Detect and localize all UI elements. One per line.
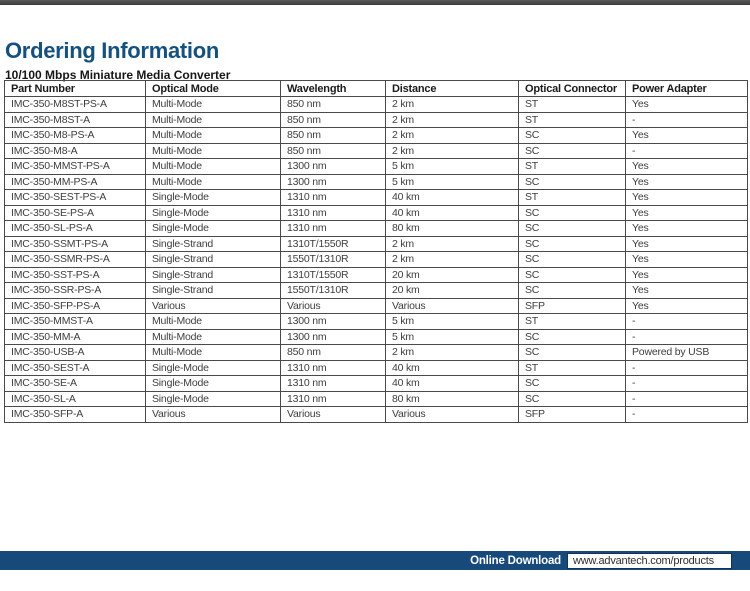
table-cell: IMC-350-SFP-PS-A xyxy=(5,298,146,314)
table-cell: - xyxy=(626,391,748,407)
table-cell: SC xyxy=(519,329,626,345)
table-row xyxy=(5,345,748,361)
column-header: Part Number xyxy=(5,81,146,97)
table-cell: IMC-350-MMST-A xyxy=(5,314,146,330)
table-row xyxy=(5,407,748,423)
table-cell: 850 nm xyxy=(281,143,386,159)
table-cell: Yes xyxy=(626,236,748,252)
table-cell: Multi-Mode xyxy=(146,143,281,159)
table-cell: ST xyxy=(519,360,626,376)
column-header: Distance xyxy=(386,81,519,97)
table-cell: Multi-Mode xyxy=(146,159,281,175)
table-cell: SC xyxy=(519,221,626,237)
table-row xyxy=(5,159,748,175)
table-cell: ST xyxy=(519,97,626,113)
table-row xyxy=(5,391,748,407)
table-cell: SC xyxy=(519,205,626,221)
table-cell: 80 km xyxy=(386,391,519,407)
table-cell: Single-Strand xyxy=(146,283,281,299)
table-cell: 2 km xyxy=(386,345,519,361)
table-cell: Various xyxy=(386,298,519,314)
table-cell: - xyxy=(626,329,748,345)
table-cell: SC xyxy=(519,128,626,144)
table-cell: 80 km xyxy=(386,221,519,237)
table-cell: Various xyxy=(281,407,386,423)
ordering-information-table xyxy=(4,80,748,423)
top-divider-bar xyxy=(0,0,750,5)
table-cell: - xyxy=(626,376,748,392)
table-cell: 2 km xyxy=(386,97,519,113)
table-cell: IMC-350-M8ST-A xyxy=(5,112,146,128)
table-cell: Various xyxy=(386,407,519,423)
page-title: Ordering Information xyxy=(5,37,220,63)
table-row xyxy=(5,112,748,128)
table-cell: 850 nm xyxy=(281,112,386,128)
table-cell: 2 km xyxy=(386,128,519,144)
table-cell: 1300 nm xyxy=(281,329,386,345)
table-row xyxy=(5,329,748,345)
table-row xyxy=(5,376,748,392)
table-cell: SC xyxy=(519,236,626,252)
table-cell: 1310T/1550R xyxy=(281,236,386,252)
table-cell: IMC-350-M8-A xyxy=(5,143,146,159)
table-cell: 1550T/1310R xyxy=(281,283,386,299)
table-cell: 40 km xyxy=(386,376,519,392)
table-cell: IMC-350-SSMT-PS-A xyxy=(5,236,146,252)
column-header: Wavelength xyxy=(281,81,386,97)
table-cell: - xyxy=(626,143,748,159)
table-row xyxy=(5,174,748,190)
table-cell: 850 nm xyxy=(281,128,386,144)
table-cell: Yes xyxy=(626,128,748,144)
table-cell: Various xyxy=(146,407,281,423)
table-cell: IMC-350-MMST-PS-A xyxy=(5,159,146,175)
table-row xyxy=(5,314,748,330)
table-cell: 1300 nm xyxy=(281,174,386,190)
table-cell: IMC-350-SL-PS-A xyxy=(5,221,146,237)
table-cell: IMC-350-SST-PS-A xyxy=(5,267,146,283)
table-cell: - xyxy=(626,360,748,376)
table-cell: Single-Mode xyxy=(146,205,281,221)
table-cell: 850 nm xyxy=(281,345,386,361)
column-header: Power Adapter xyxy=(626,81,748,97)
table-row xyxy=(5,360,748,376)
table-cell: ST xyxy=(519,190,626,206)
table-cell: SC xyxy=(519,143,626,159)
table-cell: Single-Mode xyxy=(146,391,281,407)
table-cell: Yes xyxy=(626,252,748,268)
table-cell: 20 km xyxy=(386,267,519,283)
table-cell: SC xyxy=(519,252,626,268)
table-cell: Yes xyxy=(626,205,748,221)
table-cell: 5 km xyxy=(386,329,519,345)
table-cell: 1310 nm xyxy=(281,376,386,392)
online-download-label: Online Download xyxy=(470,554,561,567)
table-cell: SC xyxy=(519,267,626,283)
table-cell: SC xyxy=(519,174,626,190)
table-cell: Yes xyxy=(626,221,748,237)
table-cell: SFP xyxy=(519,407,626,423)
table-cell: Single-Mode xyxy=(146,376,281,392)
table-cell: Multi-Mode xyxy=(146,314,281,330)
table-row xyxy=(5,252,748,268)
table-cell: IMC-350-SE-PS-A xyxy=(5,205,146,221)
table-row xyxy=(5,236,748,252)
table-row xyxy=(5,221,748,237)
table-cell: SC xyxy=(519,391,626,407)
table-cell: Yes xyxy=(626,190,748,206)
table-cell: Powered by USB xyxy=(626,345,748,361)
table-cell: Yes xyxy=(626,283,748,299)
table-cell: Multi-Mode xyxy=(146,128,281,144)
table-cell: 2 km xyxy=(386,112,519,128)
table-row xyxy=(5,205,748,221)
table-cell: SC xyxy=(519,376,626,392)
table-body xyxy=(5,97,748,423)
table-cell: 1310 nm xyxy=(281,221,386,237)
table-cell: 1300 nm xyxy=(281,314,386,330)
table-cell: Multi-Mode xyxy=(146,174,281,190)
table-cell: Multi-Mode xyxy=(146,97,281,113)
column-header: Optical Connector xyxy=(519,81,626,97)
table-cell: IMC-350-SEST-A xyxy=(5,360,146,376)
table-cell: Multi-Mode xyxy=(146,112,281,128)
table-cell: SC xyxy=(519,345,626,361)
table-row xyxy=(5,97,748,113)
table-cell: Yes xyxy=(626,97,748,113)
table-cell: IMC-350-SEST-PS-A xyxy=(5,190,146,206)
table-cell: 2 km xyxy=(386,236,519,252)
table-cell: 1310 nm xyxy=(281,190,386,206)
table-cell: 40 km xyxy=(386,360,519,376)
table-cell: ST xyxy=(519,112,626,128)
table-cell: 1300 nm xyxy=(281,159,386,175)
table-cell: Various xyxy=(281,298,386,314)
table-cell: - xyxy=(626,407,748,423)
table-cell: 5 km xyxy=(386,159,519,175)
table-cell: IMC-350-MM-A xyxy=(5,329,146,345)
table-cell: SC xyxy=(519,283,626,299)
table-row xyxy=(5,190,748,206)
table-cell: - xyxy=(626,112,748,128)
table-cell: Single-Mode xyxy=(146,221,281,237)
table-cell: IMC-350-M8ST-PS-A xyxy=(5,97,146,113)
table-cell: Yes xyxy=(626,298,748,314)
table-cell: ST xyxy=(519,314,626,330)
table-cell: 1310T/1550R xyxy=(281,267,386,283)
table-cell: ST xyxy=(519,159,626,175)
table-cell: IMC-350-SSR-PS-A xyxy=(5,283,146,299)
table-cell: IMC-350-SL-A xyxy=(5,391,146,407)
table-cell: Yes xyxy=(626,159,748,175)
section-subtitle: 10/100 Mbps Miniature Media Converter xyxy=(5,67,231,82)
table-cell: IMC-350-SE-A xyxy=(5,376,146,392)
table-cell: 20 km xyxy=(386,283,519,299)
table-header-row xyxy=(5,81,748,97)
table-cell: Multi-Mode xyxy=(146,345,281,361)
download-url-text: www.advantech.com/products xyxy=(573,554,714,567)
table-cell: Single-Mode xyxy=(146,360,281,376)
table-cell: 1550T/1310R xyxy=(281,252,386,268)
table-cell: 40 km xyxy=(386,190,519,206)
table-cell: Yes xyxy=(626,267,748,283)
table-row xyxy=(5,283,748,299)
table-cell: 40 km xyxy=(386,205,519,221)
table-row xyxy=(5,298,748,314)
table-cell: Multi-Mode xyxy=(146,329,281,345)
table-cell: IMC-350-SSMR-PS-A xyxy=(5,252,146,268)
table-cell: SFP xyxy=(519,298,626,314)
table-cell: 1310 nm xyxy=(281,205,386,221)
table-cell: Yes xyxy=(626,174,748,190)
table-cell: 5 km xyxy=(386,314,519,330)
table-cell: Various xyxy=(146,298,281,314)
table-row xyxy=(5,128,748,144)
footer-bar xyxy=(0,551,750,570)
table-row xyxy=(5,143,748,159)
table-row xyxy=(5,267,748,283)
table-cell: 1310 nm xyxy=(281,360,386,376)
table-cell: Single-Mode xyxy=(146,190,281,206)
table-cell: 850 nm xyxy=(281,97,386,113)
table-cell: 2 km xyxy=(386,143,519,159)
table-cell: Single-Strand xyxy=(146,267,281,283)
table-cell: IMC-350-M8-PS-A xyxy=(5,128,146,144)
table-cell: - xyxy=(626,314,748,330)
table-cell: 2 km xyxy=(386,252,519,268)
table-cell: Single-Strand xyxy=(146,252,281,268)
table-cell: IMC-350-MM-PS-A xyxy=(5,174,146,190)
table-cell: Single-Strand xyxy=(146,236,281,252)
download-url-box xyxy=(567,553,732,569)
column-header: Optical Mode xyxy=(146,81,281,97)
table-cell: 1310 nm xyxy=(281,391,386,407)
table-cell: IMC-350-USB-A xyxy=(5,345,146,361)
table-cell: 5 km xyxy=(386,174,519,190)
table-cell: IMC-350-SFP-A xyxy=(5,407,146,423)
